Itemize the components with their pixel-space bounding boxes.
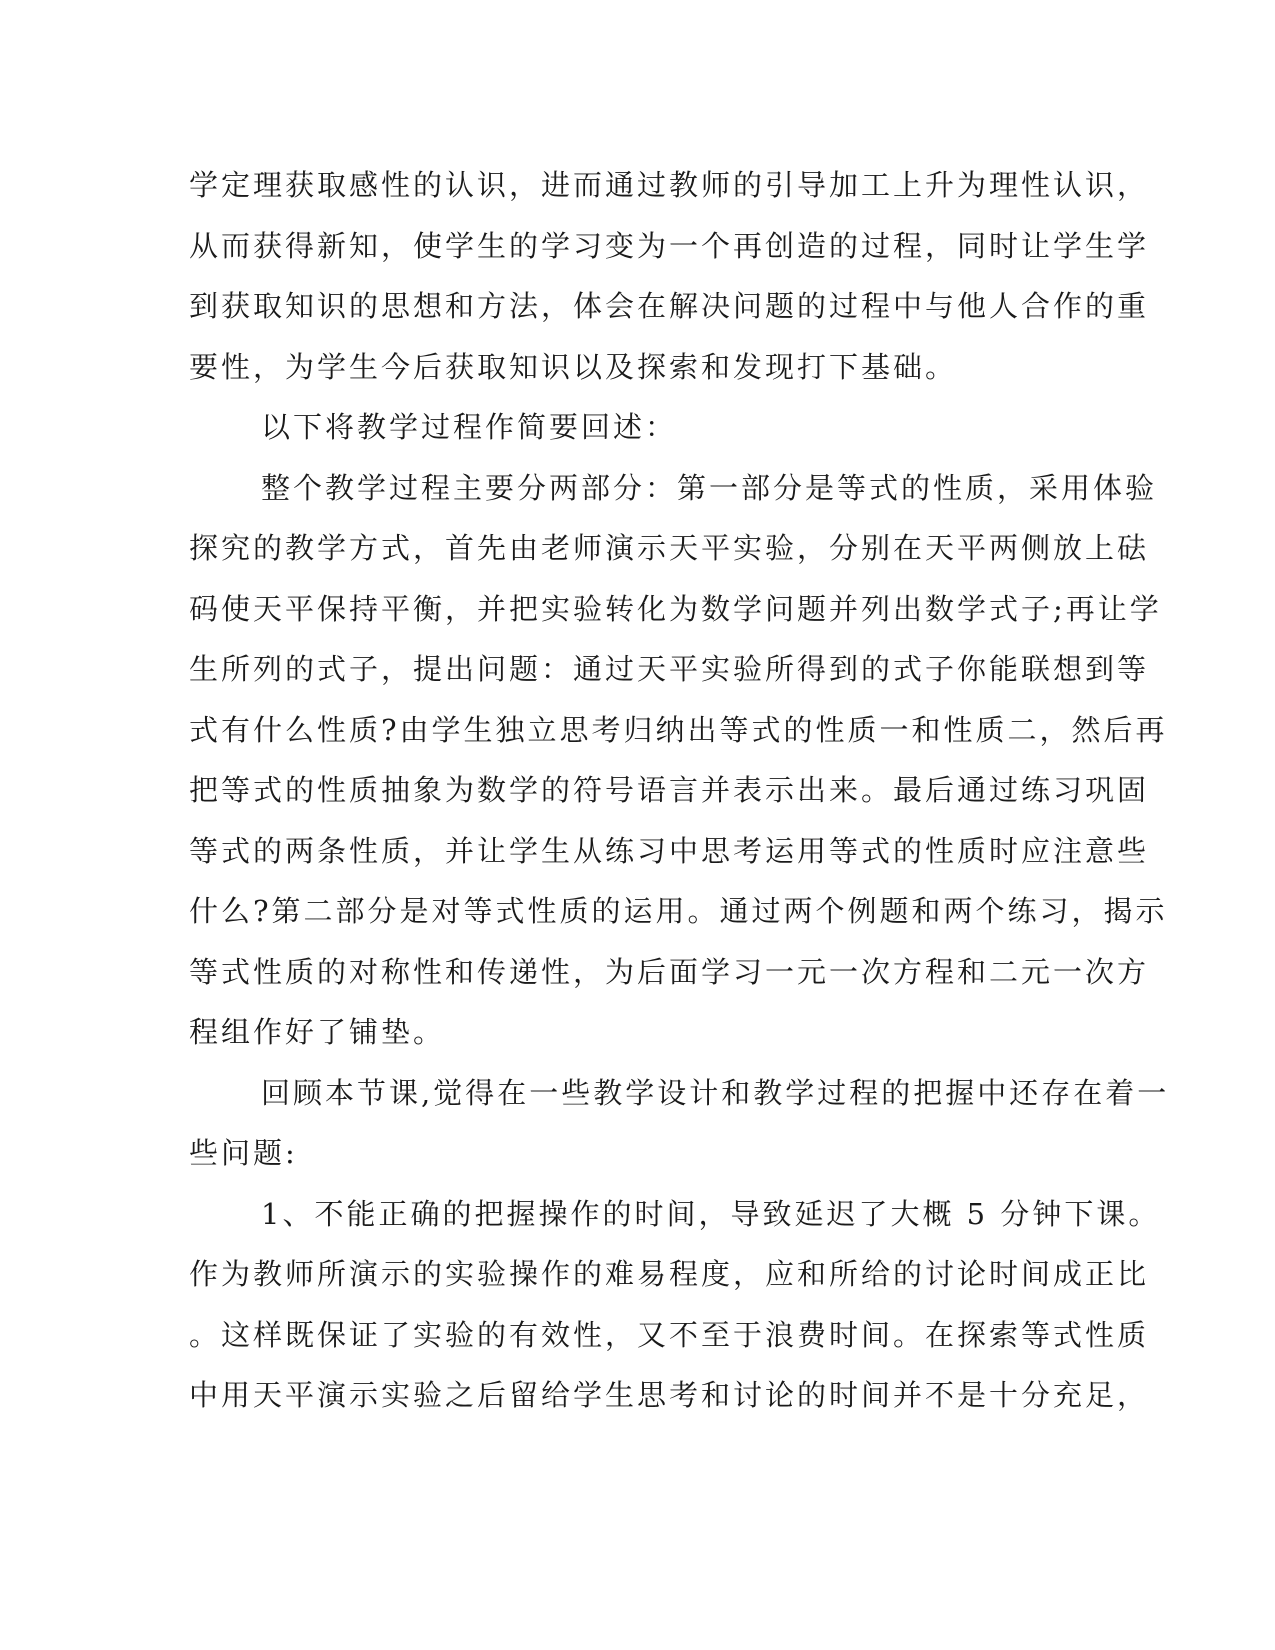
text-line-21: 中用天平演示实验之后留给学生思考和讨论的时间并不是十分充足， [189,1378,1150,1412]
text-line-9: 生所列的式子，提出问题：通过天平实验所得到的式子你能联想到等 [189,652,1150,686]
text-line-13: 什么?第二部分是对等式性质的运用。通过两个例题和两个练习，揭示 [189,894,1168,928]
text-line-2: 从而获得新知，使学生的学习变为一个再创造的过程，同时让学生学 [189,228,1150,263]
text-line-3: 到获取知识的思想和方法，体会在解决问题的过程中与他人合作的重 [189,289,1150,323]
text-line-12: 等式的两条性质，并让学生从练习中思考运用等式的性质时应注意些 [189,833,1150,868]
text-line-18: 1、不能正确的把握操作的时间，导致延迟了大概 5 分钟下课。 [261,1196,1161,1231]
text-line-10: 式有什么性质?由学生独立思考归纳出等式的性质一和性质二，然后再 [189,712,1168,747]
text-line-19: 作为教师所演示的实验操作的难易程度，应和所给的讨论时间成正比 [189,1257,1150,1291]
text-line-1: 学定理获取感性的认识，进而通过教师的引导加工上升为理性认识， [189,168,1150,202]
text-line-15: 程组作好了铺垫。 [189,1015,446,1049]
text-line-8: 码使天平保持平衡，并把实验转化为数学问题并列出数学式子;再让学 [189,591,1162,626]
text-line-4: 要性，为学生今后获取知识以及探索和发现打下基础。 [189,349,958,384]
text-line-16: 回顾本节课,觉得在一些教学设计和教学过程的把握中还存在着一 [261,1075,1170,1110]
text-line-20: 。这样既保证了实验的有效性，又不至于浪费时间。在探索等式性质 [189,1317,1150,1352]
text-line-17: 些问题: [189,1136,298,1170]
text-line-14: 等式性质的对称性和传递性，为后面学习一元一次方程和二元一次方 [189,954,1150,989]
document-body [189,155,1170,1426]
text-line-6: 整个教学过程主要分两部分：第一部分是等式的性质，采用体验 [261,470,1158,505]
text-line-7: 探究的教学方式，首先由老师演示天平实验，分别在天平两侧放上砝 [189,531,1150,565]
text-line-5: 以下将教学过程作简要回述： [261,410,678,444]
text-line-11: 把等式的性质抽象为数学的符号语言并表示出来。最后通过练习巩固 [189,773,1150,807]
